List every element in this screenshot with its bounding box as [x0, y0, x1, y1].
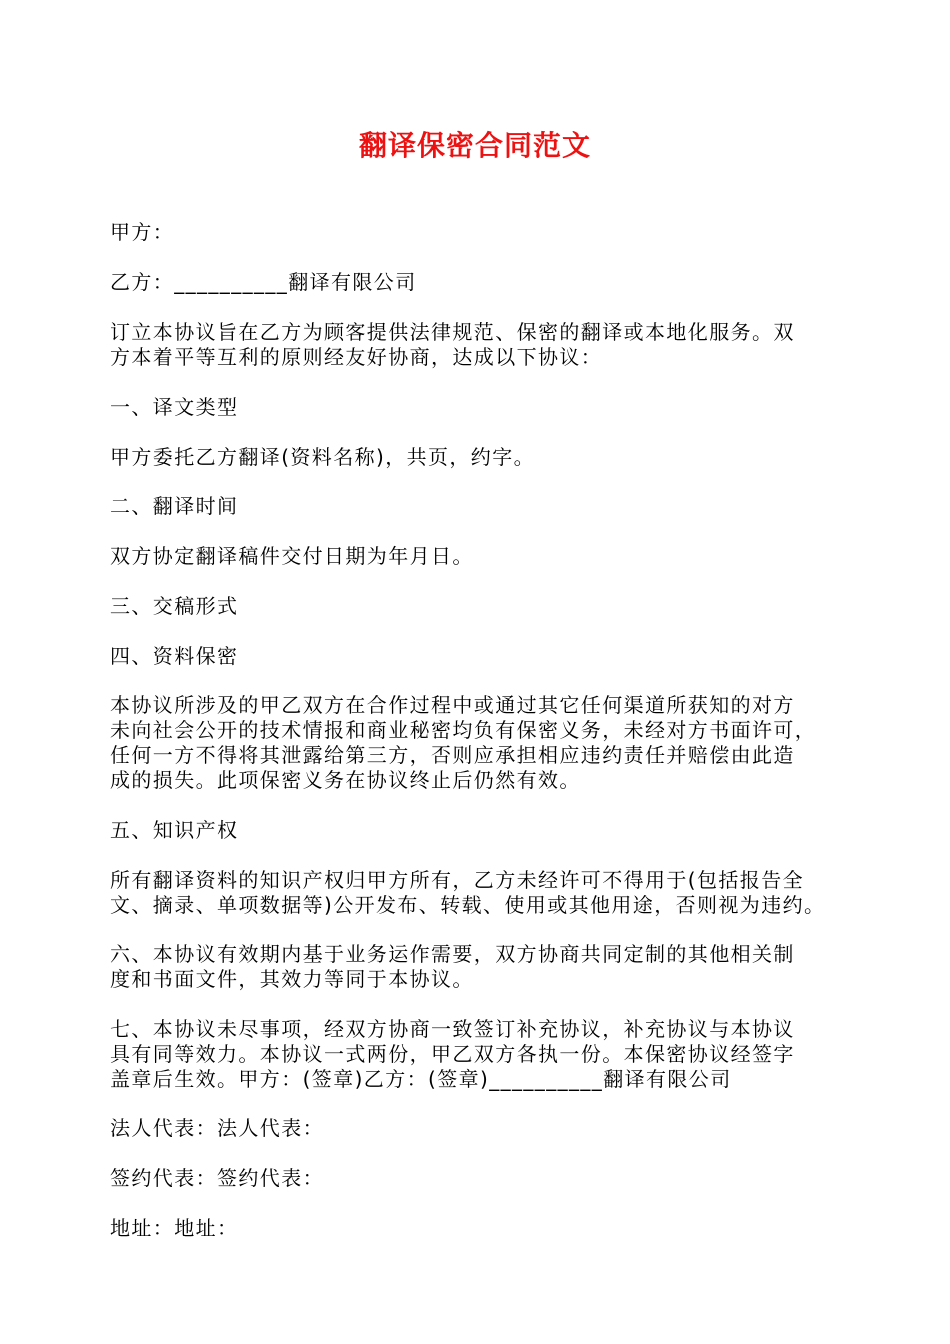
paragraph-line: 本协议所涉及的甲乙双方在合作过程中或通过其它任何渠道所获知的对方 — [110, 693, 795, 717]
section-heading — [110, 644, 845, 669]
paragraph — [110, 544, 845, 569]
paragraph — [110, 445, 845, 470]
paragraph-line: 七、本协议未尽事项，经双方协商一致签订补充协议，补充协议与本协议 — [110, 1017, 795, 1041]
paragraph-line: 乙方：__________翻译有限公司 — [110, 270, 417, 294]
paragraph-line: 五、知识产权 — [110, 818, 239, 842]
paragraph-line: 六、本协议有效期内基于业务运作需要，双方协商共同定制的其他相关制 — [110, 942, 795, 966]
paragraph-line: 甲方委托乙方翻译(资料名称)，共页，约字。 — [110, 445, 536, 469]
party-b-line — [110, 270, 845, 295]
paragraph-line: 法人代表：法人代表： — [110, 1116, 324, 1140]
paragraph-line: 签约代表：签约代表： — [110, 1166, 324, 1190]
paragraph-line: 盖章后生效。甲方：(签章)乙方：(签章)__________翻译有限公司 — [110, 1067, 732, 1091]
section-heading — [110, 594, 845, 619]
paragraph-line: 四、资料保密 — [110, 644, 239, 668]
paragraph-line: 双方协定翻译稿件交付日期为年月日。 — [110, 544, 474, 568]
paragraph-line: 二、翻译时间 — [110, 494, 239, 518]
clause-six-paragraph — [110, 942, 845, 992]
document-title: 翻译保密合同范文 — [358, 129, 591, 162]
paragraph-line: 度和书面文件，其效力等同于本协议。 — [110, 967, 474, 991]
confidentiality-paragraph — [110, 693, 845, 793]
ip-paragraph — [110, 868, 845, 918]
paragraph-line: 未向社会公开的技术情报和商业秘密均负有保密义务，未经对方书面许可， — [110, 718, 817, 742]
paragraph-line: 方本着平等互利的原则经友好协商，达成以下协议： — [110, 345, 603, 369]
paragraph-line: 所有翻译资料的知识产权归甲方所有，乙方未经许可不得用于(包括报告全 — [110, 868, 805, 892]
paragraph-line: 地址：地址： — [110, 1216, 239, 1240]
party-a-line — [110, 220, 845, 245]
legal-representative-line — [110, 1116, 845, 1141]
paragraph-line: 任何一方不得将其泄露给第三方，否则应承担相应违约责任并赔偿由此造 — [110, 743, 795, 767]
signing-representative-line — [110, 1166, 845, 1191]
intro-paragraph — [110, 320, 845, 370]
section-heading — [110, 494, 845, 519]
clause-seven-paragraph — [110, 1017, 845, 1092]
paragraph-line: 成的损失。此项保密义务在协议终止后仍然有效。 — [110, 768, 581, 792]
section-heading — [110, 395, 845, 420]
paragraph-line: 文、摘录、单项数据等)公开发布、转载、使用或其他用途，否则视为违约。 — [110, 893, 826, 917]
section-heading — [110, 818, 845, 843]
paragraph-line: 订立本协议旨在乙方为顾客提供法律规范、保密的翻译或本地化服务。双 — [110, 320, 795, 344]
paragraph-line: 甲方： — [110, 220, 175, 244]
paragraph-line: 一、译文类型 — [110, 395, 239, 419]
address-line — [110, 1216, 845, 1241]
paragraph-line: 具有同等效力。本协议一式两份，甲乙双方各执一份。本保密协议经签字 — [110, 1042, 795, 1066]
paragraph-line: 三、交稿形式 — [110, 594, 239, 618]
